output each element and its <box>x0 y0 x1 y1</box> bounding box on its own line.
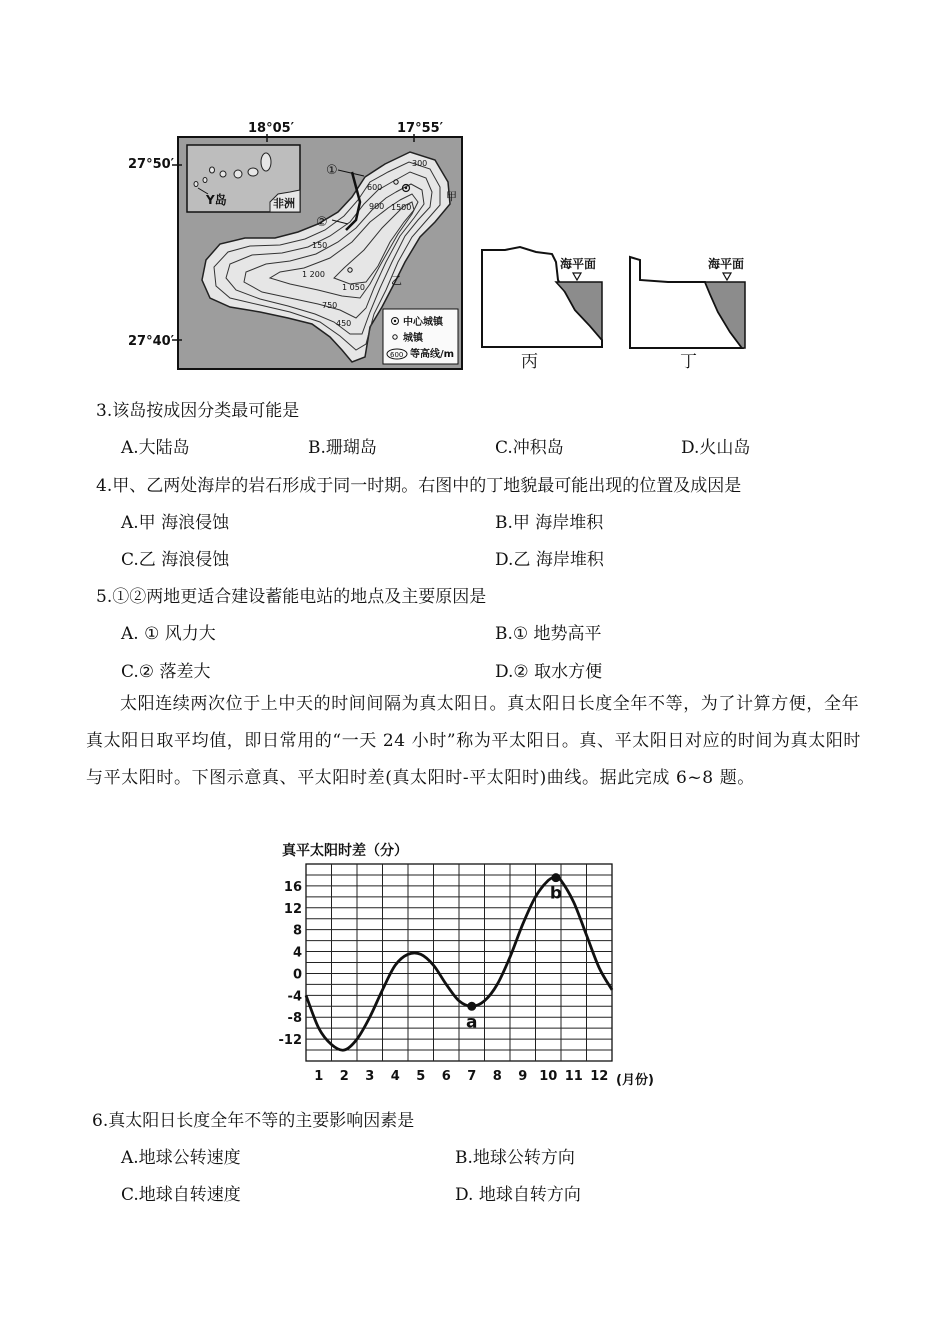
chart-title: 真平太阳时差（分） <box>282 843 408 859</box>
legend-contour-sample: 600 <box>390 351 404 359</box>
x-tick-label: 2 <box>339 1069 349 1084</box>
x-tick-label: 12 <box>590 1069 609 1084</box>
point-label-1: ① <box>326 163 338 178</box>
point-label-yi: 乙 <box>391 274 402 287</box>
island-map-figure <box>120 112 760 382</box>
profile-caption-ding: 丁 <box>680 352 697 372</box>
q6-option-b[interactable]: B.地球公转方向 <box>455 1148 575 1168</box>
inset-y-island-label: Y岛 <box>206 193 227 207</box>
x-axis-label: (月份) <box>616 1073 654 1088</box>
q4-option-a[interactable]: A.甲 海浪侵蚀 <box>121 513 230 533</box>
equation-of-time-chart <box>270 838 690 1093</box>
question-4-stem: 4.甲、乙两处海岸的岩石形成于同一时期。右图中的丁地貌最可能出现的位置及成因是 <box>96 476 742 496</box>
sea-level-label-bing: 海平面 <box>560 257 597 271</box>
lat-label-2: 27°40′ <box>128 334 175 349</box>
q4-option-c[interactable]: C.乙 海浪侵蚀 <box>121 550 230 570</box>
q3-option-a[interactable]: A.大陆岛 <box>121 438 190 458</box>
profile-caption-bing: 丙 <box>521 352 538 372</box>
q6-option-a[interactable]: A.地球公转速度 <box>121 1148 241 1168</box>
question-3-stem: 3.该岛按成因分类最可能是 <box>96 401 300 421</box>
q5-option-a[interactable]: A. ① 风力大 <box>121 624 216 644</box>
contour-label: 750 <box>322 301 338 310</box>
reading-passage: 太阳连续两次位于上中天的时间间隔为真太阳日。真太阳日长度全年不等，为了计算方便，全年真太阳日取平均值，即日常用的“一天 24 小时”称为平太阳日。真、平太阳日对应的时间为真太阳时与平太阳时。下图示意真、平太阳时差(真太阳时-平太阳时)曲线。据此完成 6~8 题。 <box>86 694 862 788</box>
q3-option-b[interactable]: B.珊瑚岛 <box>308 438 377 458</box>
q4-option-d[interactable]: D.乙 海岸堆积 <box>495 550 604 570</box>
q3-option-d[interactable]: D.火山岛 <box>681 438 751 458</box>
y-tick-label: 8 <box>292 923 302 939</box>
q5-option-c[interactable]: C.② 落差大 <box>121 662 211 682</box>
point-b-label: b <box>549 883 562 904</box>
lat-label-1: 27°50′ <box>128 157 175 172</box>
contour-label: 600 <box>367 183 383 192</box>
x-tick-label: 3 <box>365 1069 375 1084</box>
y-tick-label: 4 <box>292 945 302 961</box>
question-6-stem: 6.真太阳日长度全年不等的主要影响因素是 <box>92 1111 415 1131</box>
point-label-jia: 甲 <box>446 190 457 203</box>
y-tick-label: -12 <box>278 1033 302 1049</box>
sea-level-label-ding: 海平面 <box>708 257 745 271</box>
y-tick-label: 0 <box>292 967 302 983</box>
y-tick-label: 16 <box>283 879 302 895</box>
x-tick-label: 6 <box>441 1069 451 1084</box>
point-b-marker <box>551 873 560 882</box>
x-tick-label: 11 <box>564 1069 583 1084</box>
question-5-stem: 5.①②两地更适合建设蓄能电站的地点及主要原因是 <box>96 587 487 607</box>
point-a-label: a <box>466 1012 478 1033</box>
q4-option-b[interactable]: B.甲 海岸堆积 <box>495 513 604 533</box>
contour-label: 1 200 <box>302 270 325 279</box>
inset-africa-label: 非洲 <box>273 197 295 210</box>
x-tick-label: 4 <box>390 1069 400 1084</box>
q6-option-c[interactable]: C.地球自转速度 <box>121 1185 241 1205</box>
y-tick-label: -4 <box>287 989 302 1005</box>
lon-label-2: 17°55′ <box>397 121 444 136</box>
y-tick-label: -8 <box>287 1011 302 1027</box>
x-tick-label: 10 <box>539 1069 558 1084</box>
contour-label: 1500 <box>391 203 412 212</box>
point-label-2: ② <box>316 215 328 230</box>
x-tick-label: 8 <box>492 1069 502 1084</box>
contour-label: 300 <box>412 159 428 168</box>
q5-option-b[interactable]: B.① 地势高平 <box>495 624 602 644</box>
lon-label-1: 18°05′ <box>248 121 295 136</box>
legend-center-town: 中心城镇 <box>403 317 443 328</box>
contour-label: 900 <box>369 202 385 211</box>
legend-contour: 等高线/m <box>410 349 455 360</box>
q6-option-d[interactable]: D. 地球自转方向 <box>455 1185 581 1205</box>
x-tick-label: 9 <box>518 1069 528 1084</box>
point-a-marker <box>467 1002 476 1011</box>
profile-bing <box>482 247 602 372</box>
contour-label: 450 <box>336 319 352 328</box>
q5-option-d[interactable]: D.② 取水方便 <box>495 662 603 682</box>
q3-option-c[interactable]: C.冲积岛 <box>495 438 564 458</box>
y-tick-label: 12 <box>283 901 302 917</box>
contour-label: 150 <box>312 241 328 250</box>
x-tick-label: 5 <box>416 1069 426 1084</box>
contour-label: 1 050 <box>342 283 365 292</box>
profile-ding <box>630 256 745 372</box>
legend-town: 城镇 <box>403 333 423 344</box>
x-tick-label: 1 <box>314 1069 324 1084</box>
x-tick-label: 7 <box>467 1069 477 1084</box>
